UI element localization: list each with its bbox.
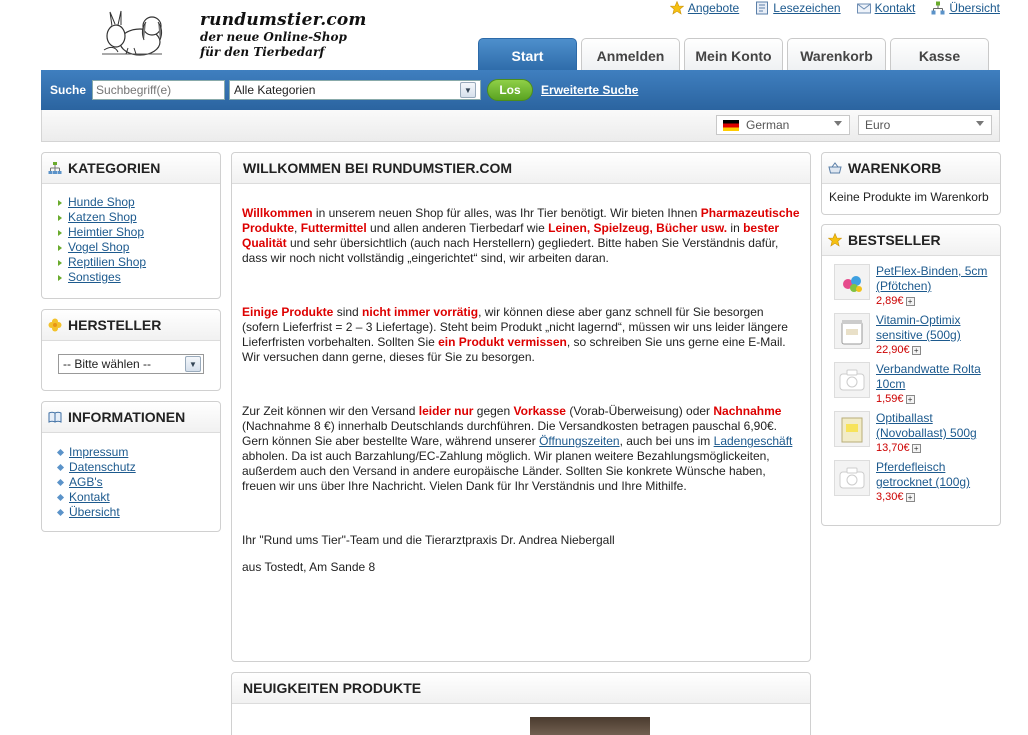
category-list	[42, 184, 220, 285]
bullet-icon	[57, 509, 64, 516]
highlight-text: Leinen, Spielzeug, Bücher usw.	[548, 221, 728, 235]
product-price: 1,59€	[876, 393, 904, 405]
bestseller-link[interactable]: Optiballast (Novoballast) 500g	[876, 411, 977, 440]
search-go-button[interactable]: Los	[487, 79, 533, 101]
bestseller-link[interactable]: PetFlex-Binden, 5cm (Pfötchen)	[876, 264, 988, 293]
bullet-icon	[58, 275, 62, 281]
category-select-value: Alle Kategorien	[234, 83, 316, 97]
info-link-agb[interactable]: AGB's	[69, 475, 103, 489]
bestseller-link[interactable]: Vitamin-Optimix sensitive (500g)	[876, 313, 961, 342]
caret-down-icon	[834, 121, 842, 126]
tab-warenkorb[interactable]: Warenkorb	[787, 38, 886, 72]
book-icon	[48, 410, 62, 424]
category-link-reptilien[interactable]: Reptilien Shop	[68, 255, 147, 269]
bullet-icon	[58, 245, 62, 251]
search-input[interactable]	[92, 80, 225, 100]
cart-box	[821, 152, 1001, 215]
tab-anmelden[interactable]: Anmelden	[581, 38, 680, 72]
bestseller-list	[822, 256, 1000, 509]
list-item	[58, 210, 220, 225]
list-item	[834, 362, 1000, 411]
information-header	[42, 402, 220, 433]
toplink-uebersicht[interactable]	[931, 1, 1000, 15]
category-link-katzen[interactable]: Katzen Shop	[68, 210, 137, 224]
highlight-text: leider nur	[418, 404, 474, 418]
categories-header	[42, 153, 220, 184]
product-thumbnail[interactable]	[834, 411, 870, 447]
welcome-title: WILLKOMMEN BEI RUNDUMSTIER.COM	[243, 160, 513, 176]
cart-title: WARENKORB	[848, 160, 942, 176]
text-segment: , wir können diese aber ganz schnell für Sie besorgen (sofern Lieferfrist = 2 – 3 Liefertage). Steht beim Produkt „nicht lagernd“, müssen wir uns leider längere Lieferfristen vorbehalten. Sollten Sie	[242, 305, 788, 349]
toplink-label: Lesezeichen	[773, 1, 841, 15]
categories-box	[41, 152, 221, 299]
bookmark-icon	[755, 1, 769, 15]
manufacturers-header	[42, 310, 220, 341]
bestseller-header	[822, 225, 1000, 256]
text-segment: und sehr übersichtlich (auch nach Herstellern) gegliedert. Bitte haben Sie Verständnis dafür, dass wir noch nicht vollständig „eingerichtet“ sind, wir arbeiten daran.	[242, 236, 779, 265]
product-thumbnail[interactable]	[834, 313, 870, 349]
language-select[interactable]	[716, 115, 850, 135]
manufacturer-select[interactable]	[58, 354, 204, 374]
list-item	[834, 411, 1000, 460]
list-item	[58, 505, 220, 520]
search-label: Suche	[50, 83, 87, 97]
manufacturer-select-arrow	[185, 356, 201, 372]
product-thumbnail[interactable]	[834, 264, 870, 300]
bullet-icon	[58, 215, 62, 221]
language-currency-bar	[41, 110, 1000, 142]
add-to-cart-icon[interactable]: +	[906, 493, 915, 502]
brand-tagline-2: für den Tierbedarf	[200, 45, 325, 59]
cart-header	[822, 153, 1000, 184]
toplink-label: Übersicht	[949, 1, 1000, 15]
highlight-text: Nachnahme	[713, 404, 782, 418]
manufacturer-select-value: -- Bitte wählen --	[63, 357, 152, 371]
list-item	[58, 195, 220, 210]
bullet-icon	[57, 449, 64, 456]
bullet-icon	[58, 260, 62, 266]
category-link-vogel[interactable]: Vogel Shop	[68, 240, 130, 254]
star-icon	[828, 233, 842, 247]
welcome-signature: Ihr "Rund ums Tier"-Team und die Tierarztpraxis Dr. Andrea Niebergall	[242, 533, 615, 547]
camera-placeholder-icon[interactable]	[834, 460, 870, 496]
bullet-icon	[58, 200, 62, 206]
welcome-paragraph-3	[242, 404, 800, 494]
toplink-angebote[interactable]	[670, 1, 739, 15]
search-bar	[41, 70, 1000, 110]
text-segment: sind	[333, 305, 363, 319]
product-price: 3,30€	[876, 491, 904, 503]
bestseller-title: BESTSELLER	[848, 232, 941, 248]
currency-select-value: Euro	[865, 118, 891, 132]
text-segment: (Vorab-Überweisung) oder	[565, 404, 714, 418]
basket-icon	[828, 161, 842, 175]
cart-empty-text: Keine Produkte im Warenkorb	[829, 190, 989, 204]
list-item	[834, 313, 1000, 362]
currency-select[interactable]	[858, 115, 992, 135]
category-tree-icon	[48, 161, 62, 175]
toplink-label: Kontakt	[874, 1, 916, 15]
toplink-kontakt[interactable]	[857, 1, 916, 15]
text-segment: ,	[294, 221, 301, 235]
text-segment: , so schreiben Sie uns gerne eine E-Mail. Wir versuchen dann gerne, dieses für Sie zu besorgen.	[242, 335, 786, 364]
manufacturers-title: HERSTELLER	[68, 317, 162, 333]
highlight-text: nicht immer vorrätig	[362, 305, 479, 319]
highlight-text: Willkommen	[242, 206, 313, 220]
star-icon	[670, 1, 684, 15]
add-to-cart-icon[interactable]: +	[906, 297, 915, 306]
bullet-icon	[57, 494, 64, 501]
information-title: INFORMATIONEN	[68, 409, 186, 425]
list-item	[58, 490, 220, 505]
sitemap-icon	[931, 1, 945, 15]
bullet-icon	[58, 230, 62, 236]
list-item	[58, 270, 220, 285]
camera-placeholder-icon[interactable]	[834, 362, 870, 398]
info-link-uebersicht[interactable]: Übersicht	[69, 505, 120, 519]
product-price: 22,90€	[876, 344, 910, 356]
text-segment: (Nachnahme 8 €) innerhalb Deutschlands durchführen. Die Versandkosten betragen pauschal 6,90€. Gern können Sie aber bestellte Ware, während unserer	[242, 419, 778, 448]
highlight-text: ein Produkt vermissen	[438, 335, 567, 349]
brand	[200, 10, 367, 60]
language-select-value: German	[746, 118, 790, 132]
add-to-cart-icon[interactable]: +	[912, 346, 921, 355]
bullet-icon	[57, 464, 64, 471]
inline-link[interactable]: Öffnungszeiten	[539, 434, 620, 448]
brand-name: rundumstier.com	[200, 10, 367, 30]
category-link-hunde[interactable]: Hunde Shop	[68, 195, 135, 209]
news-product-image[interactable]	[530, 717, 650, 735]
brand-tagline-1: der neue Online-Shop	[200, 30, 347, 44]
list-item	[58, 460, 220, 475]
welcome-paragraph-2	[242, 305, 800, 365]
add-to-cart-icon[interactable]: +	[906, 395, 915, 404]
tab-mein-konto[interactable]: Mein Konto	[684, 38, 783, 72]
welcome-location: aus Tostedt, Am Sande 8	[242, 560, 376, 574]
categories-title: KATEGORIEN	[68, 160, 161, 176]
flower-icon	[48, 318, 62, 332]
chevron-down-icon: ▼	[185, 356, 201, 372]
add-to-cart-icon[interactable]: +	[912, 444, 921, 453]
info-link-impressum[interactable]: Impressum	[69, 445, 129, 459]
main-tabs	[478, 38, 989, 72]
list-item	[58, 445, 220, 460]
text-segment: gegen	[473, 404, 514, 418]
tab-kasse[interactable]: Kasse	[890, 38, 989, 72]
information-box	[41, 401, 221, 532]
welcome-box	[231, 152, 811, 662]
category-link-sonstiges[interactable]: Sonstiges	[68, 270, 121, 284]
list-item	[58, 255, 220, 270]
highlight-text: Pharmazeutische Produkte	[242, 206, 800, 235]
category-select[interactable]	[229, 80, 481, 100]
inline-link[interactable]: Ladengeschäft	[713, 434, 793, 448]
logo-illustration[interactable]	[96, 6, 168, 60]
toplink-lesezeichen[interactable]	[755, 1, 840, 15]
list-item	[58, 475, 220, 490]
bestseller-link[interactable]: Pferdefleisch getrocknet (100g)	[876, 460, 971, 489]
manufacturers-box	[41, 309, 221, 391]
information-list	[42, 433, 220, 520]
info-link-kontakt[interactable]: Kontakt	[69, 490, 110, 504]
product-price: 2,89€	[876, 295, 904, 307]
welcome-paragraph-1	[242, 206, 800, 266]
caret-down-icon	[976, 121, 984, 126]
envelope-icon	[857, 1, 871, 15]
toplink-label: Angebote	[687, 1, 740, 15]
highlight-text: Vorkasse	[513, 404, 566, 418]
chevron-down-icon: ▼	[460, 82, 476, 98]
highlight-text: Futtermittel	[300, 221, 367, 235]
text-segment: Zur Zeit können wir den Versand	[242, 404, 419, 418]
welcome-content	[232, 184, 810, 575]
list-item	[58, 240, 220, 255]
news-title: NEUIGKEITEN PRODUKTE	[243, 680, 422, 696]
tab-start[interactable]: Start	[478, 38, 577, 72]
text-segment: , auch bei uns im	[619, 434, 714, 448]
german-flag-icon	[723, 120, 739, 131]
bestseller-box	[821, 224, 1001, 526]
category-link-heimtier[interactable]: Heimtier Shop	[68, 225, 145, 239]
list-item	[834, 460, 1000, 509]
text-segment: in	[727, 221, 744, 235]
advanced-search-link[interactable]: Erweiterte Suche	[541, 83, 639, 97]
welcome-header	[232, 153, 810, 184]
list-item	[834, 264, 1000, 313]
text-segment: in unserem neuen Shop für alles, was Ihr Tier benötigt. Wir bieten Ihnen	[312, 206, 701, 220]
highlight-text: bester Qualität	[242, 221, 780, 250]
text-segment: abholen. Da ist auch Barzahlung/EC-Zahlung möglich. Wir planen weitere Bezahlungsmöglickeiten, außerdem auch den Versand in andere europäische Länder. Sollten Sie konkrete Wünsche haben, freuen wir uns über Ihre Nachricht. Vielen Dank für Ihr Verständnis und Ihre Mithilfe.	[242, 449, 770, 493]
highlight-text: Einige Produkte	[242, 305, 334, 319]
bullet-icon	[57, 479, 64, 486]
text-segment: und allen anderen Tierbedarf wie	[366, 221, 549, 235]
list-item	[58, 225, 220, 240]
news-box	[231, 672, 811, 735]
news-header	[232, 673, 810, 704]
product-price: 13,70€	[876, 442, 910, 454]
bestseller-link[interactable]: Verbandwatte Rolta 10cm	[876, 362, 981, 391]
top-links	[670, 1, 1000, 15]
info-link-datenschutz[interactable]: Datenschutz	[69, 460, 136, 474]
